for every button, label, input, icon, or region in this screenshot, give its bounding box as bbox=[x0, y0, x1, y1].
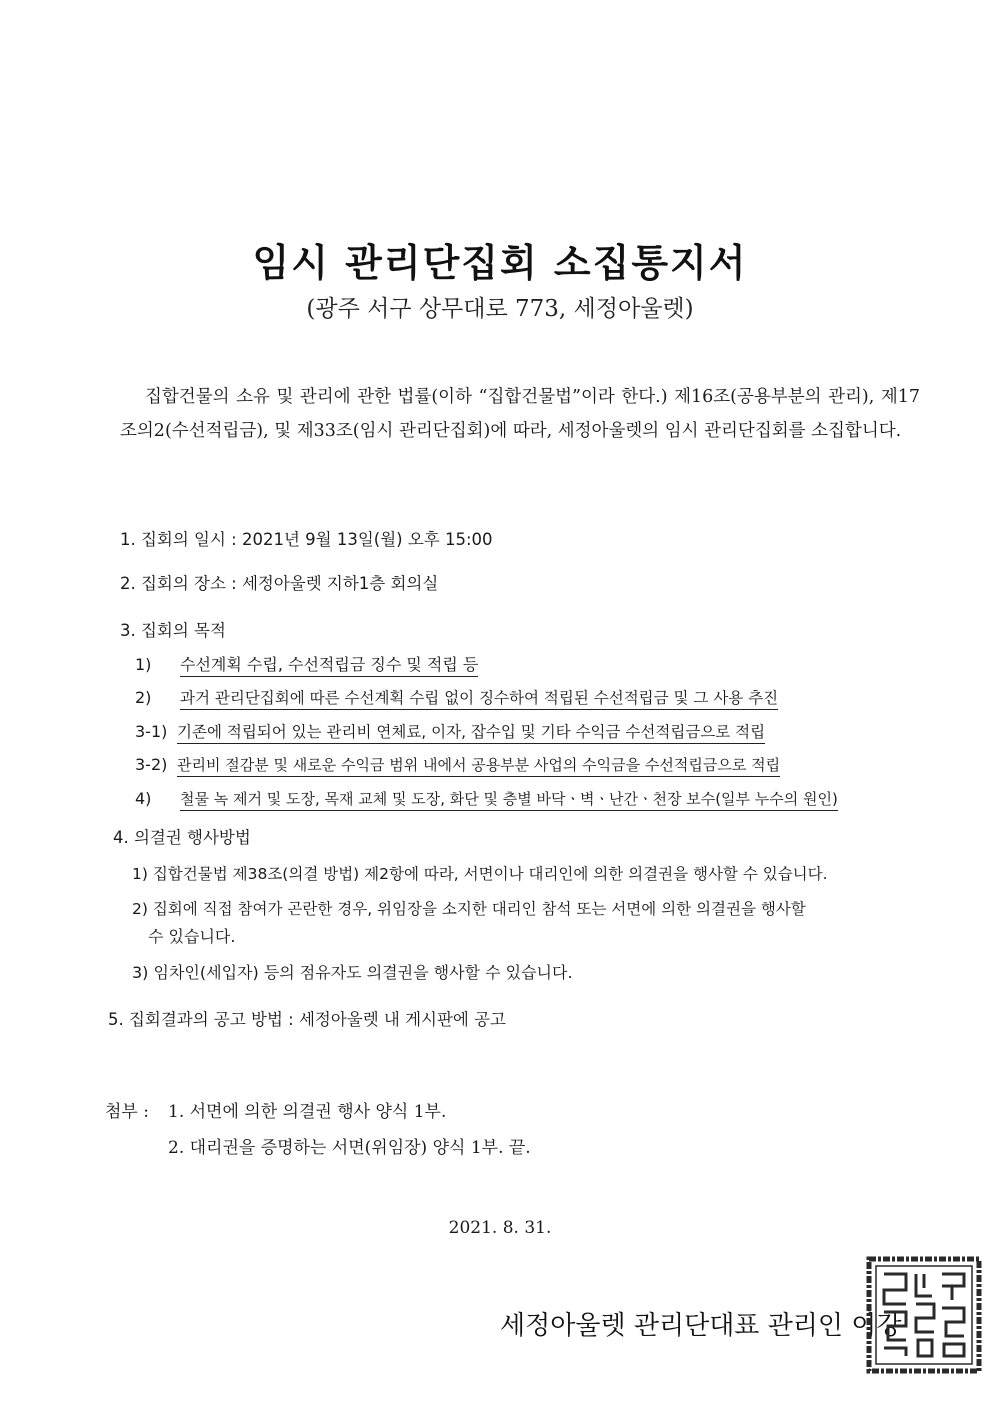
purpose-num: 3-1) bbox=[135, 722, 168, 741]
purpose-num: 1) bbox=[135, 655, 152, 674]
official-seal bbox=[866, 1256, 982, 1374]
section-datetime: 1. 집회의 일시 : 2021년 9월 13일(월) 오후 15:00 bbox=[120, 530, 493, 549]
purpose-num: 4) bbox=[135, 789, 152, 808]
purpose-item bbox=[135, 788, 838, 809]
section-purpose: 3. 집회의 목적 bbox=[120, 621, 226, 640]
intro-paragraph: 집합건물의 소유 및 관리에 관한 법률(이하 “집합건물법”이라 한다.) 제16조(공용부분의 관리), 제17조의2(수선적립금), 및 제33조(임시 관리단집회)에 따라, 세정아울렛의 임시 관리단집회를 소집합니다. bbox=[120, 387, 920, 441]
section-announcement: 5. 집회결과의 공고 방법 : 세정아울렛 내 게시판에 공고 bbox=[108, 1010, 506, 1029]
voting-item: 3) 임차인(세입자) 등의 점유자도 의결권을 행사할 수 있습니다. bbox=[132, 963, 573, 982]
document-date: 2021. 8. 31. bbox=[448, 1218, 552, 1238]
attachment-item: 2. 대리권을 증명하는 서면(위임장) 양식 1부. 끝. bbox=[168, 1138, 531, 1158]
attachment-label: 첨부 : bbox=[105, 1102, 149, 1122]
document-subtitle: (광주 서구 상무대로 773, 세정아울렛) bbox=[306, 296, 694, 322]
voting-item: 1) 집합건물법 제38조(의결 방법) 제2항에 따라, 서면이나 대리인에 의한 의결권을 행사할 수 있습니다. bbox=[132, 865, 828, 883]
attachment-item: 1. 서면에 의한 의결권 행사 양식 1부. bbox=[168, 1102, 447, 1122]
purpose-item bbox=[135, 652, 478, 675]
document-title: 임시 관리단집회 소집통지서 bbox=[252, 241, 748, 285]
purpose-text: 과거 관리단집회에 따른 수선계획 수립 없이 징수하여 적립된 수선적립금 및 그 사용 추진 bbox=[180, 689, 778, 710]
voting-item: 2) 집회에 직접 참여가 곤란한 경우, 위임장을 소지한 대리인 참석 또는 서면에 의한 의결권을 행사할 bbox=[132, 900, 806, 918]
purpose-text: 관리비 절감분 및 새로운 수익금 범위 내에서 공용부분 사업의 수익금을 수선적립금으로 적립 bbox=[177, 756, 780, 777]
purpose-item bbox=[135, 686, 778, 708]
purpose-text: 수선계획 수립, 수선적립금 징수 및 적립 등 bbox=[180, 655, 478, 677]
purpose-item bbox=[135, 720, 765, 742]
purpose-text: 철물 녹 제거 및 도장, 목재 교체 및 도장, 화단 및 층별 바닥ㆍ벽ㆍ난간ㆍ천장 보수(일부 누수의 원인) bbox=[180, 790, 838, 811]
purpose-num: 2) bbox=[135, 688, 152, 707]
voting-item-continued: 수 있습니다. bbox=[148, 927, 236, 946]
signature-line: 세정아울렛 관리단대표 관리인 이강 bbox=[500, 1311, 902, 1341]
purpose-num: 3-2) bbox=[135, 755, 168, 774]
section-location: 2. 집회의 장소 : 세정아울렛 지하1층 회의실 bbox=[120, 574, 439, 593]
purpose-item bbox=[135, 754, 780, 775]
purpose-text: 기존에 적립되어 있는 관리비 연체료, 이자, 잡수입 및 기타 수익금 수선적립금으로 적립 bbox=[177, 723, 765, 744]
section-voting: 4. 의결권 행사방법 bbox=[113, 828, 251, 847]
